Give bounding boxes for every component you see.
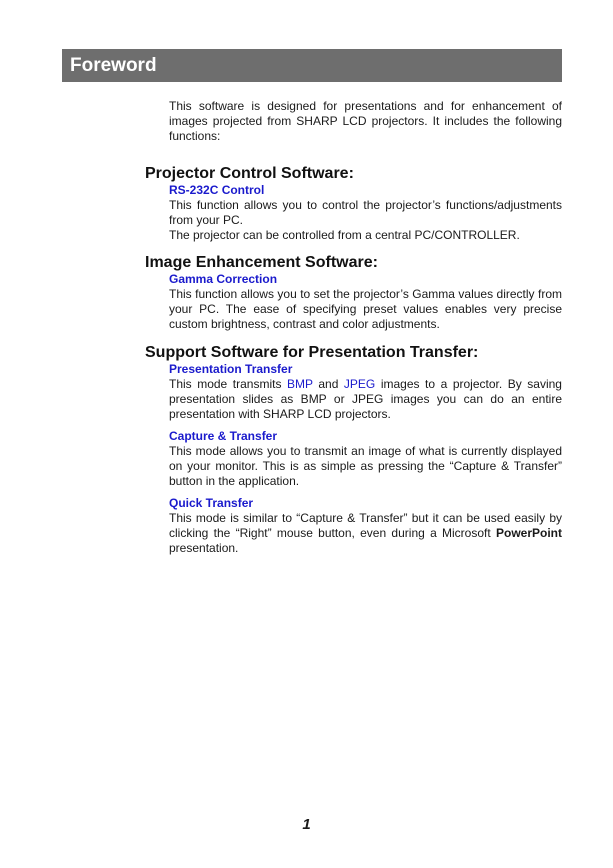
bmp-term: BMP	[287, 377, 313, 391]
section-heading: Image Enhancement Software:	[145, 254, 378, 271]
section-banner	[62, 49, 562, 82]
feature-title: Presentation Transfer	[169, 362, 293, 376]
section-heading: Support Software for Presentation Transfer:	[145, 344, 479, 361]
description-text: images to a projector. By saving presentation slides as BMP or JPEG images you can do an entire presentation with SHARP LCD projectors.	[169, 377, 562, 421]
section-presentation-transfer	[145, 343, 562, 556]
feature-title: RS-232C Control	[169, 183, 265, 197]
feature-description-line: This function allows you to control the projector’s functions/adjustments from your PC.	[169, 198, 562, 227]
feature-description	[169, 511, 562, 556]
feature-gamma-correction	[169, 272, 562, 332]
feature-title: Gamma Correction	[169, 272, 278, 286]
intro-paragraph: This software is designed for presentations and for enhancement of images projected from SHARP LCD projectors. It includes the following functions:	[169, 99, 562, 143]
powerpoint-term: PowerPoint	[495, 526, 562, 540]
feature-description-line: The projector can be controlled from a central PC/CONTROLLER.	[169, 228, 520, 242]
section-image-enhancement	[145, 253, 562, 332]
description-text: presentation.	[169, 541, 239, 555]
feature-description: This mode allows you to transmit an image of what is currently displayed on your monitor. This is as simple as pressing the “Capture & Transfer” button in the application.	[169, 444, 562, 488]
feature-quick-transfer	[169, 496, 562, 556]
feature-title: Quick Transfer	[169, 496, 254, 510]
page-number: 1	[302, 816, 311, 833]
feature-presentation-transfer	[169, 362, 562, 422]
section-heading: Projector Control Software:	[145, 165, 354, 182]
description-text: This mode transmits	[169, 377, 282, 391]
feature-capture-transfer	[169, 429, 562, 489]
feature-description	[169, 377, 562, 422]
page-title: Foreword	[70, 55, 157, 76]
feature-title: Capture & Transfer	[169, 429, 278, 443]
jpeg-term: JPEG	[343, 377, 376, 391]
section-projector-control	[145, 164, 562, 243]
feature-rs232c	[169, 183, 562, 243]
description-text: This mode is similar to “Capture & Transfer” but it can be used easily by clicking the “Right” mouse button, even during a Microsoft	[169, 511, 562, 540]
description-text: and	[318, 377, 339, 391]
feature-description: This function allows you to set the projector’s Gamma values directly from your PC. The ease of specifying preset values enables very precise custom brightness, contrast and color adjustments.	[169, 287, 562, 331]
